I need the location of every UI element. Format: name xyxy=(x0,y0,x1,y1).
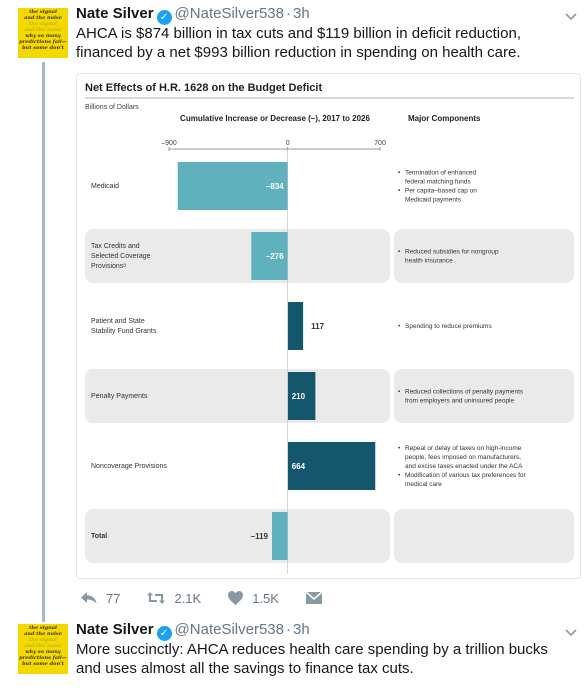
row-label: Selected Coverage xyxy=(91,253,151,260)
component-text: from employers and uninsured people xyxy=(405,397,515,405)
bar-value-label: –119 xyxy=(250,532,268,541)
component-bullet: • xyxy=(398,169,401,177)
like-button[interactable] xyxy=(227,590,279,606)
row-label: Noncoverage Provisions xyxy=(91,463,167,470)
chevron-down-icon[interactable] xyxy=(564,625,578,639)
row-label: Stability Fund Grants xyxy=(91,328,157,335)
tweet-header xyxy=(76,4,310,24)
bar xyxy=(288,302,303,350)
row-label: Total xyxy=(91,533,108,540)
component-text: Reduced collections of penalty payments xyxy=(405,388,524,396)
bar-value-label: 664 xyxy=(291,462,306,471)
row-label: Tax Credits and xyxy=(91,243,140,250)
component-text: Medicaid payments xyxy=(405,196,461,204)
thread-line xyxy=(42,62,45,622)
verified-badge-icon: ✓ xyxy=(157,626,172,641)
bar-value-label: 210 xyxy=(291,392,306,401)
tweet-timestamp[interactable]: 3h xyxy=(293,5,310,22)
bar-value-label: 117 xyxy=(311,322,325,331)
avatar-text: the signal xyxy=(29,625,57,631)
component-bullet: • xyxy=(398,472,401,479)
avatar[interactable] xyxy=(18,624,68,674)
heart-icon xyxy=(227,590,244,606)
author-name[interactable]: Nate Silver xyxy=(76,5,154,22)
row-band xyxy=(394,369,574,423)
component-text: Repeal or delay of taxes on high-income xyxy=(405,445,522,452)
tick-label: –900 xyxy=(161,140,177,147)
reply-count: 77 xyxy=(106,590,121,606)
tweet-text: AHCA is $874 billion in tax cuts and $119 billion in deficit reduction, financed by a net $993 billion reduction in spending on health care. xyxy=(76,25,521,61)
row-band xyxy=(85,509,390,563)
avatar-text: but some don't xyxy=(22,45,64,51)
like-count: 1.5K xyxy=(252,590,279,606)
direct-message-button[interactable] xyxy=(305,591,331,605)
bar-value-label: –834 xyxy=(265,182,284,191)
avatar-text: the signal xyxy=(29,9,57,15)
component-text: Termination of enhanced xyxy=(405,169,477,177)
component-text: health insurance xyxy=(405,257,453,265)
component-bullet: • xyxy=(398,248,401,256)
author-handle[interactable]: @NateSilver538 xyxy=(174,621,284,638)
separator: · xyxy=(286,5,291,22)
avatar-text: and the noise xyxy=(24,15,62,21)
tweet-timestamp[interactable]: 3h xyxy=(293,621,310,638)
unit-label: Billions of Dollars xyxy=(85,104,139,111)
avatar-text: and the noise xyxy=(24,631,62,637)
row-label: Medicaid xyxy=(91,183,120,190)
component-text: people, fees imposed on manufacturers, xyxy=(405,454,521,461)
avatar-text: the signal xyxy=(29,637,57,643)
component-text: Spending to reduce premiums xyxy=(405,323,492,330)
component-text: Per capita–based cap on xyxy=(405,187,477,195)
chart-image[interactable] xyxy=(76,73,581,579)
verified-badge-icon: ✓ xyxy=(157,10,172,25)
avatar-text: why so many xyxy=(25,649,61,655)
budget-deficit-chart xyxy=(77,74,581,579)
avatar-text: and the noise xyxy=(24,27,62,33)
row-band xyxy=(394,229,574,283)
tweet-header xyxy=(76,620,310,640)
chevron-down-icon[interactable] xyxy=(564,9,578,23)
component-bullet: • xyxy=(398,323,401,330)
component-text: Reduced subsidies for nongroup xyxy=(405,248,499,256)
avatar[interactable] xyxy=(18,8,68,58)
components-header: Major Components xyxy=(408,114,481,123)
row-label: Penalty Payments xyxy=(91,393,148,400)
tick-label: 0 xyxy=(285,140,290,147)
row-label: Patient and State xyxy=(91,318,145,325)
retweet-button[interactable] xyxy=(146,590,201,606)
component-bullet: • xyxy=(398,445,401,452)
avatar-text: predictions fail— xyxy=(19,39,67,45)
retweet-count: 2.1K xyxy=(174,590,202,606)
component-text: federal matching funds xyxy=(405,178,471,186)
retweet-icon xyxy=(146,590,166,606)
avatar-text: why so many xyxy=(25,33,61,39)
component-bullet: • xyxy=(398,388,401,396)
separator: · xyxy=(286,621,291,638)
component-text: and excise taxes enacted under the ACA xyxy=(405,463,523,470)
envelope-icon xyxy=(305,591,323,605)
component-text: Modification of various tax preferences for xyxy=(405,472,526,479)
component-text: medical care xyxy=(405,481,442,488)
avatar-text: but some don't xyxy=(22,661,64,667)
component-bullet: • xyxy=(398,187,401,195)
author-handle[interactable]: @NateSilver538 xyxy=(174,5,284,22)
chart-title: Net Effects of H.R. 1628 on the Budget Deficit xyxy=(85,82,323,94)
reply-icon xyxy=(80,590,98,606)
author-name[interactable]: Nate Silver xyxy=(76,621,154,638)
avatar-text: and the noise xyxy=(24,643,62,649)
avatar-text: predictions fail— xyxy=(19,655,67,661)
column-header: Cumulative Increase or Decrease (–), 2017 to 2026 xyxy=(180,114,370,123)
row-band xyxy=(394,509,574,563)
bar xyxy=(272,512,288,560)
row-label: Provisionsᵃ xyxy=(91,263,126,270)
bar-value-label: –276 xyxy=(265,252,284,261)
tweet-actions xyxy=(80,588,357,608)
tick-label: 700 xyxy=(374,140,386,147)
avatar-text: the signal xyxy=(29,21,57,27)
reply-button[interactable] xyxy=(80,590,120,606)
tweet-text: More succinctly: AHCA reduces health care spending by a trillion bucks and uses almost all the savings to finance tax cuts. xyxy=(76,641,548,677)
